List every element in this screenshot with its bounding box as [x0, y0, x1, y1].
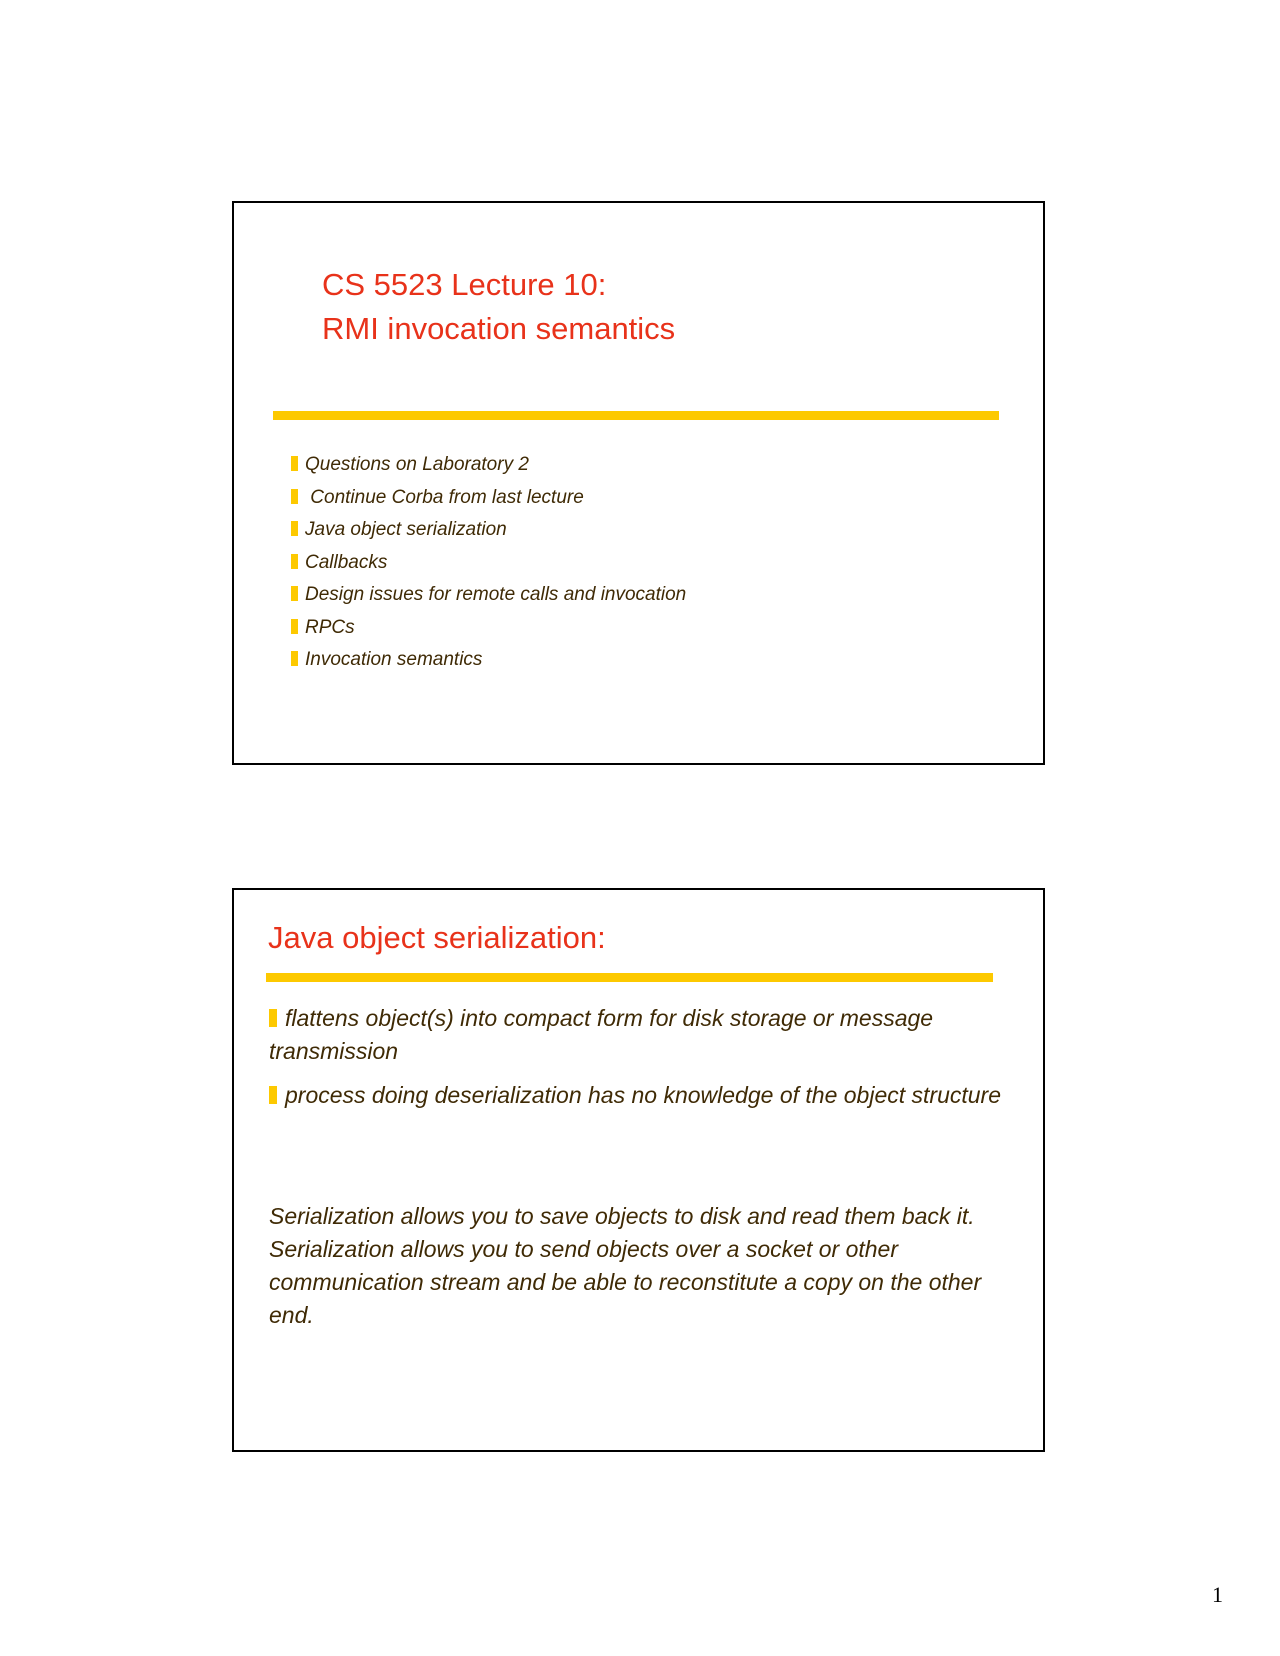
bullet-marker-icon [291, 554, 298, 569]
bullet-item [291, 644, 686, 677]
slide-2-title: Java object serialization: [268, 920, 606, 955]
slide-2-bullet-list [269, 1002, 1014, 1123]
bullet-marker-icon [291, 456, 298, 471]
bullet-marker-icon [291, 651, 298, 666]
bullet-text: Design issues for remote calls and invocation [305, 584, 687, 605]
slide-1-title-line-1: CS 5523 Lecture 10: [322, 267, 607, 302]
bullet-text: process doing deserialization has no knowledge of the object structure [285, 1082, 1001, 1108]
slide-1-bullet-list [291, 449, 686, 677]
bullet-item [291, 514, 686, 547]
slide-1 [232, 201, 1045, 765]
bullet-item [291, 449, 686, 482]
slide-1-divider [273, 411, 999, 420]
slide-2 [232, 888, 1045, 1452]
bullet-item [291, 547, 686, 580]
bullet-item [291, 482, 686, 515]
bullet-text: Questions on Laboratory 2 [305, 454, 529, 475]
bullet-item [291, 612, 686, 645]
slide-2-paragraph: Serialization allows you to save objects to disk and read them back it. Serialization allows you to send objects over a socket or other communication stream and be able to reconstitute a copy on the other end. [269, 1203, 988, 1328]
bullet-text: Continue Corba from last lecture [305, 486, 584, 508]
bullet-marker-icon [291, 489, 298, 504]
bullet-marker-icon [269, 1086, 277, 1104]
bullet-text: RPCs [305, 616, 355, 638]
bullet-marker-icon [291, 521, 298, 536]
slide-1-title-line-2: RMI invocation semantics [322, 311, 676, 346]
bullet-item [269, 1002, 1014, 1068]
bullet-item [269, 1079, 1014, 1112]
bullet-marker-icon [269, 1009, 277, 1027]
bullet-text: flattens object(s) into compact form for disk storage or message transmission [269, 1005, 934, 1064]
bullet-item [291, 579, 686, 612]
bullet-text: Callbacks [305, 551, 388, 573]
slide-1-title [322, 263, 675, 351]
bullet-text: Invocation semantics [305, 649, 483, 670]
bullet-marker-icon [291, 586, 298, 601]
bullet-text: Java object serialization [305, 519, 507, 540]
slide-2-divider [266, 973, 993, 982]
bullet-marker-icon [291, 619, 298, 634]
page-number: 1 [1212, 1582, 1223, 1607]
